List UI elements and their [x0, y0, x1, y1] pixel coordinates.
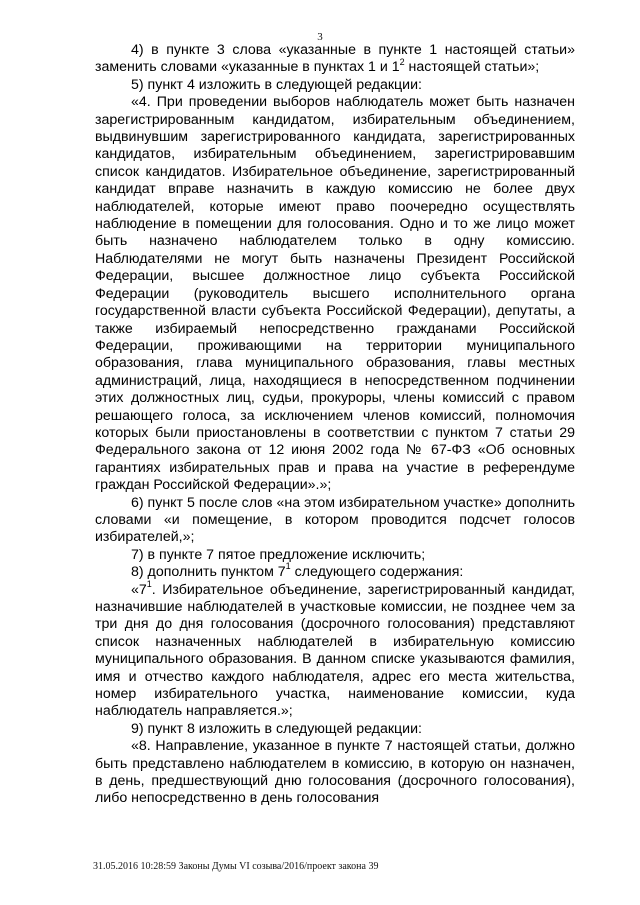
- paragraph-point-8-text: «8. Направление, указанное в пункте 7 настоящей статьи, должно быть представлено наблюдателем в комиссию, в которую он назначен, в день, предшествующий дню голосования (досрочного голосования), либо непосредственно в день голосования: [95, 738, 575, 807]
- page-number: 3: [317, 31, 323, 43]
- paragraph-item-5: 5) пункт 4 изложить в следующей редакции:: [131, 76, 422, 93]
- paragraph-text: настоящей статьи»;: [404, 59, 540, 76]
- paragraph-text: «7: [131, 581, 147, 598]
- paragraph-text: 4) в пункте 3 слова «указанные в пункте 1 настоящей статьи» заменить словами «указанные в пунктах 1 и 1: [95, 42, 575, 76]
- document-body: [95, 42, 575, 808]
- paragraph-point-7-1-text: [95, 578, 575, 721]
- superscript: 1: [285, 561, 291, 572]
- paragraph-text: 8) дополнить пунктом 7: [131, 564, 286, 581]
- paragraph-item-6: 6) пункт 5 после слов «на этом избирательном участке» дополнить словами «и помещение, в котором проводится подсчет голосов избирателей,»;: [95, 494, 575, 546]
- paragraph-item-7: 7) в пункте 7 пятое предложение исключить;: [131, 546, 426, 563]
- paragraph-item-9: 9) пункт 8 изложить в следующей редакции:: [131, 720, 422, 737]
- paragraph-point-4-text: «4. При проведении выборов наблюдатель может быть назначен зарегистрированным кандидатом, избирательным объединением, выдвинувшим зарегистрированного кандидата, зарегистрированных кандидатов, избирательным объединением, зарегистрировавшим список кандидатов. Избирательное объединение, зарегистрированный кандидат вправе назначить в каждую комиссию не более двух наблюдателей, которые имеют право поочередно осуществлять наблюдение в помещении для голосования. Одно и то же лицо может быть назначено наблюдателем только в одну комиссию. Наблюдателями не могут быть назначены Президент Российской Федерации, высшее должностное лицо субъекта Российской Федерации (руководитель высшего исполнительного органа государственной власти субъекта Российской Федерации), депутаты, а также избираемый непосредственно гражданами Российской Федерации, проживающими на территории муниципального образования, глава муниципального образования, главы местных администраций, лица, находящиеся в непосредственном подчинении этих должностных лиц, судьи, прокуроры, члены комиссий с правом решающего голоса, за исключением членов комиссий, полномочия которых были приостановлены в соответствии с пунктом 7 статьи 29 Федерального закона от 12 июня 2002 года № 67-ФЗ «Об основных гарантиях избирательных прав и права на участие в референдуме граждан Российской Федерации».»;: [95, 94, 575, 494]
- superscript: 1: [146, 578, 152, 589]
- footer-file-path: 31.05.2016 10:28:59 Законы Думы VI созыва/2016/проект закона 39: [93, 861, 379, 872]
- paragraph-text: . Избирательное объединение, зарегистрированный кандидат, назначившие наблюдателей в участковые комиссии, не позднее чем за три дня до дня голосования (досрочного голосования) представляют список назначенных наблюдателей в избирательную комиссию муниципального образования. В данном списке указываются фамилия, имя и отчество каждого наблюдателя, адрес его места жительства, номер избирательного участка, наименование комиссии, куда наблюдатель направляется.»;: [95, 581, 575, 720]
- paragraph-item-8: [95, 561, 575, 581]
- paragraph-item-4: [95, 42, 575, 77]
- superscript: 2: [399, 56, 405, 67]
- paragraph-text: следующего содержания:: [290, 564, 464, 581]
